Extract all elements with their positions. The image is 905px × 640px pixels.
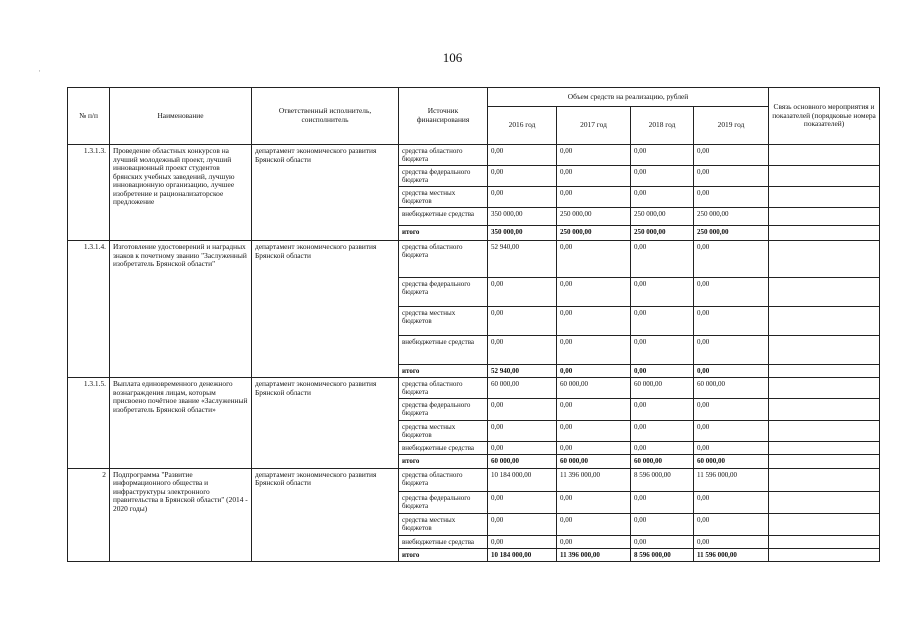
activity-name: Подпрограмма "Развитие информационного общества и инфраструктуры электронного правительства в Брянской области" (2014 - 2020 годы) xyxy=(110,468,252,561)
amount-cell: 0,00 xyxy=(694,307,769,336)
amount-cell: 11 396 000,00 xyxy=(557,548,631,561)
amount-cell: 0,00 xyxy=(557,399,631,420)
indicator-link-cell xyxy=(769,208,880,226)
indicator-link-cell xyxy=(769,241,880,278)
funding-source: средства федерального бюджета xyxy=(399,491,488,513)
indicator-link-cell xyxy=(769,226,880,241)
amount-cell: 0,00 xyxy=(488,399,557,420)
row-number: 1.3.1.5. xyxy=(68,378,110,468)
page-number: 106 xyxy=(442,50,463,65)
funding-source: средства местных бюджетов xyxy=(399,187,488,208)
col-volume-header: Объем средств на реализацию, рублей xyxy=(488,88,769,107)
amount-cell: 0,00 xyxy=(631,441,694,454)
row-number: 2 xyxy=(68,468,110,561)
indicator-link-cell xyxy=(769,468,880,491)
amount-cell: 0,00 xyxy=(631,399,694,420)
col-source-header: Источник финансирования xyxy=(399,88,488,145)
indicator-link-cell xyxy=(769,307,880,336)
amount-cell: 0,00 xyxy=(631,241,694,278)
indicator-link-cell xyxy=(769,336,880,365)
amount-cell: 0,00 xyxy=(557,307,631,336)
amount-cell: 0,00 xyxy=(694,420,769,441)
amount-cell: 0,00 xyxy=(488,535,557,548)
amount-cell: 0,00 xyxy=(694,145,769,166)
amount-cell: 0,00 xyxy=(488,307,557,336)
funding-source: итого xyxy=(399,365,488,378)
amount-cell: 0,00 xyxy=(557,166,631,187)
amount-cell: 0,00 xyxy=(694,491,769,513)
amount-cell: 0,00 xyxy=(694,535,769,548)
col-year-header: 2018 год xyxy=(631,107,694,145)
amount-cell: 0,00 xyxy=(557,241,631,278)
responsible-executor: департамент экономического развития Брянской области xyxy=(252,468,399,561)
amount-cell: 250 000,00 xyxy=(557,226,631,241)
amount-cell: 60 000,00 xyxy=(694,378,769,399)
funding-source: средства областного бюджета xyxy=(399,468,488,491)
funding-source: средства федерального бюджета xyxy=(399,278,488,307)
amount-cell: 0,00 xyxy=(488,145,557,166)
amount-cell: 0,00 xyxy=(694,187,769,208)
amount-cell: 0,00 xyxy=(488,420,557,441)
amount-cell: 60 000,00 xyxy=(694,454,769,468)
amount-cell: 0,00 xyxy=(631,307,694,336)
funding-source: итого xyxy=(399,548,488,561)
amount-cell: 0,00 xyxy=(557,535,631,548)
amount-cell: 0,00 xyxy=(488,187,557,208)
amount-cell: 0,00 xyxy=(557,441,631,454)
row-number: 1.3.1.4. xyxy=(68,241,110,378)
amount-cell: 0,00 xyxy=(631,187,694,208)
amount-cell: 350 000,00 xyxy=(488,208,557,226)
indicator-link-cell xyxy=(769,548,880,561)
amount-cell: 0,00 xyxy=(488,513,557,535)
row-number: 1.3.1.3. xyxy=(68,145,110,241)
amount-cell: 0,00 xyxy=(694,365,769,378)
amount-cell: 11 396 000,00 xyxy=(557,468,631,491)
funding-source: средства местных бюджетов xyxy=(399,513,488,535)
funding-source: средства местных бюджетов xyxy=(399,420,488,441)
amount-cell: 60 000,00 xyxy=(557,378,631,399)
col-name-header: Наименование xyxy=(110,88,252,145)
amount-cell: 60 000,00 xyxy=(488,454,557,468)
amount-cell: 250 000,00 xyxy=(694,226,769,241)
table-row xyxy=(68,241,880,278)
amount-cell: 0,00 xyxy=(557,420,631,441)
amount-cell: 0,00 xyxy=(557,513,631,535)
amount-cell: 0,00 xyxy=(488,278,557,307)
table-body xyxy=(68,145,880,562)
amount-cell: 0,00 xyxy=(694,241,769,278)
funding-table xyxy=(67,87,880,562)
indicator-link-cell xyxy=(769,187,880,208)
amount-cell: 0,00 xyxy=(631,535,694,548)
amount-cell: 60 000,00 xyxy=(557,454,631,468)
funding-source: средства областного бюджета xyxy=(399,145,488,166)
scan-mark: · xyxy=(38,66,41,76)
indicator-link-cell xyxy=(769,278,880,307)
amount-cell: 11 596 000,00 xyxy=(694,548,769,561)
amount-cell: 0,00 xyxy=(694,336,769,365)
amount-cell: 0,00 xyxy=(631,491,694,513)
funding-source: итого xyxy=(399,454,488,468)
amount-cell: 0,00 xyxy=(631,513,694,535)
amount-cell: 0,00 xyxy=(488,491,557,513)
funding-source: средства местных бюджетов xyxy=(399,307,488,336)
indicator-link-cell xyxy=(769,166,880,187)
activity-name: Выплата единовременного денежного вознаграждения лицам, которым присвоено почётное звание «Заслуженный изобретатель Брянской области» xyxy=(110,378,252,468)
col-year-header: 2017 год xyxy=(557,107,631,145)
responsible-executor: департамент экономического развития Брянской области xyxy=(252,378,399,468)
amount-cell: 0,00 xyxy=(694,278,769,307)
col-num-header: № п/п xyxy=(68,88,110,145)
indicator-link-cell xyxy=(769,441,880,454)
funding-source: средства областного бюджета xyxy=(399,241,488,278)
table-header xyxy=(68,88,880,145)
amount-cell: 0,00 xyxy=(557,491,631,513)
amount-cell: 250 000,00 xyxy=(694,208,769,226)
amount-cell: 0,00 xyxy=(631,336,694,365)
col-year-header: 2016 год xyxy=(488,107,557,145)
amount-cell: 0,00 xyxy=(694,399,769,420)
col-responsible-header: Ответственный исполнитель, соисполнитель xyxy=(252,88,399,145)
responsible-executor: департамент экономического развития Брянской области xyxy=(252,145,399,241)
indicator-link-cell xyxy=(769,513,880,535)
table-row xyxy=(68,468,880,491)
indicator-link-cell xyxy=(769,145,880,166)
amount-cell: 0,00 xyxy=(631,278,694,307)
amount-cell: 250 000,00 xyxy=(631,208,694,226)
amount-cell: 0,00 xyxy=(488,441,557,454)
amount-cell: 0,00 xyxy=(557,145,631,166)
funding-source: внебюджетные средства xyxy=(399,208,488,226)
amount-cell: 0,00 xyxy=(631,166,694,187)
amount-cell: 0,00 xyxy=(694,166,769,187)
amount-cell: 350 000,00 xyxy=(488,226,557,241)
amount-cell: 0,00 xyxy=(694,513,769,535)
amount-cell: 52 940,00 xyxy=(488,241,557,278)
col-link-header: Связь основного мероприятия и показателей (порядковые номера показателей) xyxy=(769,88,880,145)
funding-source: итого xyxy=(399,226,488,241)
funding-source: средства федерального бюджета xyxy=(399,399,488,420)
indicator-link-cell xyxy=(769,535,880,548)
amount-cell: 11 596 000,00 xyxy=(694,468,769,491)
amount-cell: 52 940,00 xyxy=(488,365,557,378)
indicator-link-cell xyxy=(769,399,880,420)
amount-cell: 0,00 xyxy=(631,420,694,441)
table-row xyxy=(68,378,880,399)
indicator-link-cell xyxy=(769,365,880,378)
amount-cell: 250 000,00 xyxy=(557,208,631,226)
amount-cell: 8 596 000,00 xyxy=(631,468,694,491)
activity-name: Проведение областных конкурсов на лучший молодежный проект, лучший инновационный проект студентов брянских учебных заведений, лучшую инновационную организацию, лучшее изобретение и рационализаторское предложение xyxy=(110,145,252,241)
funding-source: внебюджетные средства xyxy=(399,336,488,365)
activity-name: Изготовление удостоверений и наградных знаков к почетному званию "Заслуженный изобретатель Брянской области" xyxy=(110,241,252,378)
amount-cell: 0,00 xyxy=(631,145,694,166)
table-row xyxy=(68,145,880,166)
amount-cell: 0,00 xyxy=(694,441,769,454)
indicator-link-cell xyxy=(769,491,880,513)
funding-source: внебюджетные средства xyxy=(399,441,488,454)
amount-cell: 10 184 000,00 xyxy=(488,548,557,561)
funding-source: средства областного бюджета xyxy=(399,378,488,399)
amount-cell: 60 000,00 xyxy=(631,454,694,468)
indicator-link-cell xyxy=(769,420,880,441)
amount-cell: 60 000,00 xyxy=(631,378,694,399)
amount-cell: 0,00 xyxy=(488,166,557,187)
amount-cell: 250 000,00 xyxy=(631,226,694,241)
amount-cell: 0,00 xyxy=(557,336,631,365)
amount-cell: 0,00 xyxy=(557,187,631,208)
responsible-executor: департамент экономического развития Брянской области xyxy=(252,241,399,378)
funding-source: средства федерального бюджета xyxy=(399,166,488,187)
amount-cell: 8 596 000,00 xyxy=(631,548,694,561)
indicator-link-cell xyxy=(769,378,880,399)
col-year-header: 2019 год xyxy=(694,107,769,145)
amount-cell: 60 000,00 xyxy=(488,378,557,399)
amount-cell: 0,00 xyxy=(557,365,631,378)
amount-cell: 0,00 xyxy=(631,365,694,378)
funding-source: внебюджетные средства xyxy=(399,535,488,548)
amount-cell: 0,00 xyxy=(557,278,631,307)
indicator-link-cell xyxy=(769,454,880,468)
amount-cell: 10 184 000,00 xyxy=(488,468,557,491)
amount-cell: 0,00 xyxy=(488,336,557,365)
